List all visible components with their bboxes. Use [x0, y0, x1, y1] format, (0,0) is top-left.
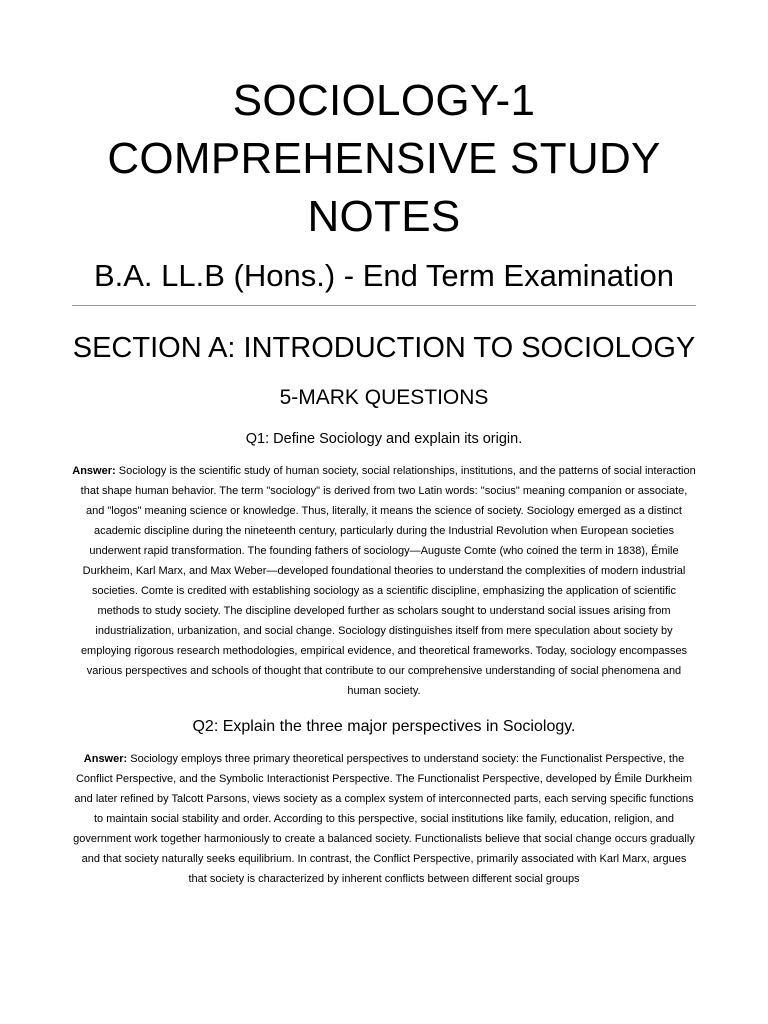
- subsection-heading: 5-MARK QUESTIONS: [279, 386, 489, 409]
- answer-label: Answer:: [72, 465, 116, 477]
- answer-text: Sociology employs three primary theoretical perspectives to understand society: the Functionalist Perspective, the Conflict Perspective, and the Symbolic Interactionist Perspective. The Functionalist Perspective, developed by Émile Durkheim and later refined by Talcott Parsons, views society as a complex system of interconnected parts, each serving specific functions to maintain social stability and order. According to this perspective, social institutions like family, education, religion, and government work together harmoniously to create a balanced society. Functionalists believe that social change occurs gradually and that society naturally seeks equilibrium. In contrast, the Conflict Perspective, primarily associated with Karl Marx, argues that society is characterized by inherent conflicts between different social groups: [73, 753, 695, 885]
- answer-text: Sociology is the scientific study of human society, social relationships, institutions, and the patterns of social interaction that shape human behavior. The term "sociology" is derived from two Latin words: "socius" meaning companion or associate, and "logos" meaning science or knowledge. Thus, literally, it means the science of society. Sociology emerged as a distinct academic discipline during the nineteenth century, particularly during the Industrial Revolution when European societies underwent rapid transformation. The founding fathers of sociology—Auguste Comte (who coined the term in 1838), Émile Durkheim, Karl Marx, and Max Weber—developed foundational theories to understand the complexities of modern industrial societies. Comte is credited with establishing sociology as a scientific discipline, emphasizing the application of scientific methods to study society. The discipline developed further as scholars sought to understand social issues arising from industrialization, urbanization, and social change. Sociology distinguishes itself from mere speculation about society by employing rigorous research methodologies, empirical evidence, and theoretical frameworks. Today, sociology encompasses various perspectives and schools of thought that contribute to our comprehensive understanding of social phenomena and human society.: [80, 465, 696, 697]
- document-subtitle: B.A. LL.B (Hons.) - End Term Examination: [93, 258, 675, 293]
- question-2: Q2: Explain the three major perspectives in Sociology.: [192, 718, 576, 735]
- answer-label: Answer:: [83, 753, 128, 765]
- document-title: SOCIOLOGY-1 COMPREHENSIVE STUDY NOTES: [107, 76, 661, 241]
- question-1: Q1: Define Sociology and explain its origin.: [245, 431, 523, 447]
- answer-2: [72, 749, 696, 889]
- horizontal-divider: [72, 305, 696, 306]
- section-heading: SECTION A: INTRODUCTION TO SOCIOLOGY: [72, 332, 696, 364]
- answer-1: [72, 461, 696, 701]
